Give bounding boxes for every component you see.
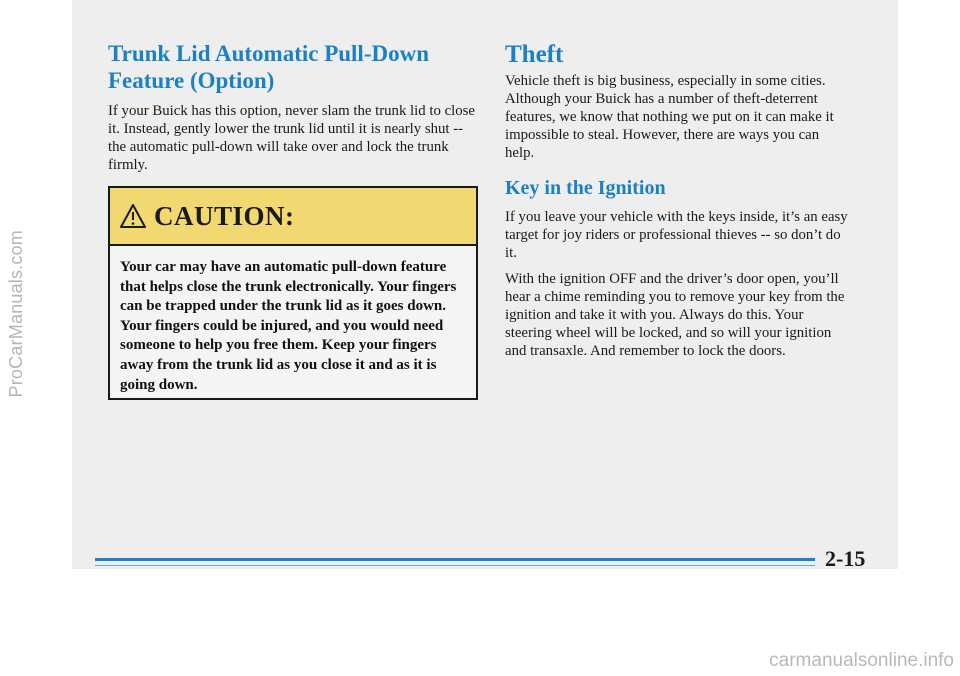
caution-header	[110, 188, 476, 246]
trunk-lid-paragraph: If your Buick has this option, never slam the trunk lid to close it. Instead, gently lower the trunk lid until it is nearly shut -- the automatic pull-down will take over and lock the trunk firmly.	[108, 103, 475, 173]
side-watermark: ProCarManuals.com	[6, 230, 26, 398]
caution-box	[108, 186, 478, 400]
key-in-ignition-heading: Key in the Ignition	[505, 177, 666, 199]
left-column	[108, 40, 478, 174]
trunk-lid-heading: Trunk Lid Automatic Pull-Down Feature (Option)	[108, 41, 429, 93]
caution-text: Your car may have an automatic pull-down feature that helps close the trunk electronically. Your fingers can be trapped under the trunk lid as it goes down. Your fingers could be injured, and you would need someone to help you free them. Keep your fingers away from the trunk lid as you close it and as it is going down.	[120, 259, 457, 393]
bottom-watermark: carmanualsonline.info	[769, 650, 954, 671]
key-paragraph-2: With the ignition OFF and the driver’s door open, you’ll hear a chime reminding you to remove your key from the ignition and take it with you. Always do this. Your steering wheel will be locked, and so will your ignition and transaxle. And remember to lock the doors.	[505, 271, 845, 359]
theft-paragraph: Vehicle theft is big business, especially in some cities. Although your Buick has a number of theft-deterrent features, we know that nothing we put on it can make it impossible to steal. However, there are ways you can help.	[505, 73, 834, 161]
footer-rule	[95, 558, 815, 561]
right-column	[505, 40, 850, 360]
theft-heading: Theft	[505, 41, 564, 68]
key-paragraph-1: If you leave your vehicle with the keys inside, it’s an easy target for joy riders or professional thieves -- so don’t do it.	[505, 209, 848, 261]
page-number: 2-15	[825, 546, 866, 571]
footer-rule-thin	[95, 565, 815, 566]
caution-label: CAUTION:	[154, 200, 295, 231]
warning-triangle-icon	[120, 203, 146, 229]
